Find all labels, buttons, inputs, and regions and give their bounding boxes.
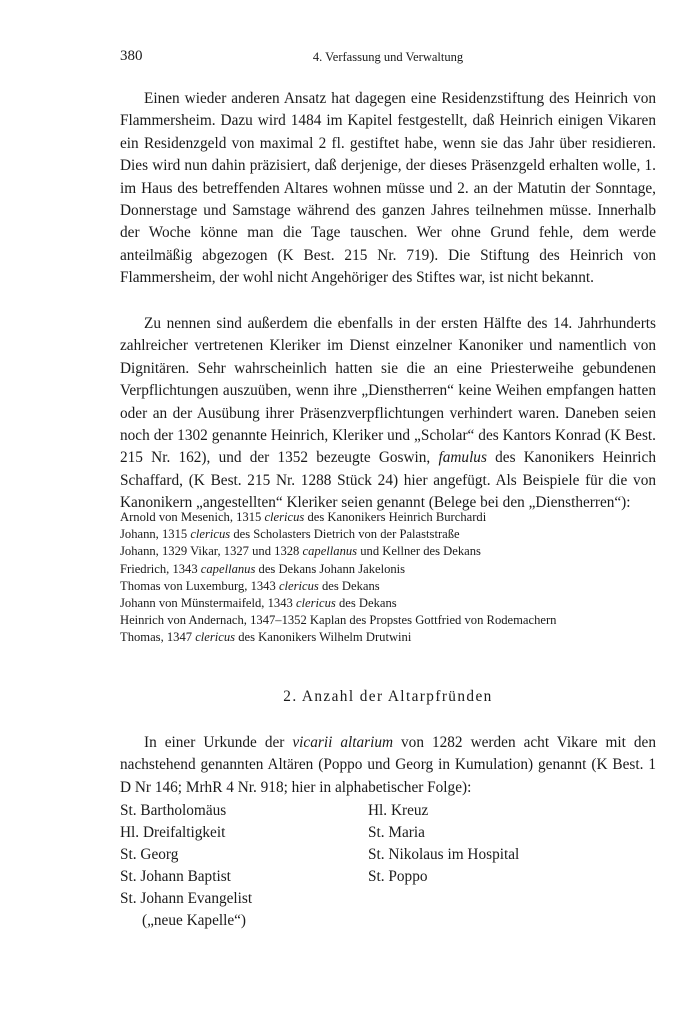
list-item [120, 629, 660, 646]
altar-item: St. Maria [368, 824, 425, 841]
page-number: 380 [120, 48, 143, 64]
text-segment: Johann, 1329 Vikar, 1327 und 1328 [120, 544, 303, 559]
italic-term: clericus [190, 527, 231, 542]
section-heading: 2. Anzahl der Altarpfründen [283, 688, 493, 705]
text-segment: des Dekans Johann Jakelonis [255, 561, 406, 576]
list-item [120, 509, 660, 526]
text-segment: des Dekans [318, 578, 380, 593]
text-segment: Einen wieder anderen Ansatz hat dagegen eine Residenzstiftung des Heinrich von Flammersheim. Dazu wird 1484 im Kapitel festgestellt, daß Heinrich einigen Vikaren ein Residenzgeld von maximal 2 fl. gestiftet habe, wenn sie das Jahr über residieren. Dies wird nun dahin präzisiert, daß derjenige, der dieses Präsenzgeld erhalten wolle, 1. im Haus des betreffenden Altares wohnen müsse und 2. an der Matutin der Sonntage, Donnerstage und Samstage während des ganzen Jahres teilnehmen müsse. Innerhalb der Woche könne man die Tage tauschen. Wer ohne Grund fehle, dem werde anteilmäßig abgezogen (K Best. 215 Nr. 719). Die Stiftung des Heinrich von Flammersheim, der wohl nicht Angehöriger des Stiftes war, ist nicht bekannt. [120, 90, 656, 287]
altar-item: Hl. Kreuz [368, 802, 429, 819]
italic-term: clericus [278, 578, 319, 593]
altar-item: St. Johann Baptist [120, 868, 231, 885]
text-segment: des Kanonikers Wilhelm Drutwini [235, 630, 412, 645]
list-item [120, 578, 660, 595]
text-segment: Johann, 1315 [120, 527, 191, 542]
altar-item: Hl. Dreifaltigkeit [120, 824, 226, 841]
text-segment: Thomas von Luxemburg, 1343 [120, 578, 279, 593]
page-header [120, 48, 656, 68]
text-segment: und Kellner des Dekans [357, 544, 481, 559]
text-segment: von 1282 werden acht Vikare mit den nachstehend genannten Altären (Poppo und Georg in Kumulation) genannt (K Best. 1 D Nr 146; MrhR 4 Nr. 918; hier in alphabetischer Folge): [120, 734, 656, 796]
altar-column-left [120, 800, 252, 932]
text-segment: Thomas, 1347 [120, 630, 196, 645]
paragraph-text [120, 313, 656, 515]
altar-item: St. Poppo [368, 868, 428, 885]
italic-term: capellanus [200, 561, 256, 576]
list-item [120, 543, 660, 560]
text-segment: des Scholasters Dietrich von der Palaststraße [230, 527, 460, 542]
text-segment: des Dekans [335, 596, 397, 611]
italic-term: clericus [195, 630, 236, 645]
running-title: 4. Verfassung und Verwaltung [312, 50, 464, 64]
italic-term: clericus [264, 510, 305, 524]
text-segment: Zu nennen sind außerdem die ebenfalls in der ersten Hälfte des 14. Jahrhunderts zahlreicher vertretenen Kleriker im Dienst einzelner Kanoniker und namentlich von Dignitären. Sehr wahrscheinlich hatten sie die an eine Priesterweihe gebundenen Verpflichtungen auszuüben, wenn ihre „Dienstherren“ keine Weihen empfangen hatten oder an der Ausübung ihrer Präsenzverpflichtungen verhindert waren. Daneben seien noch der 1302 genannte Heinrich, Kleriker und „Scholar“ des Kantors Konrad (K Best. 215 Nr. 162), und der 1352 bezeugte Goswin, [120, 315, 656, 467]
list-item [120, 526, 660, 543]
altar-item: St. Bartholomäus [120, 802, 227, 819]
list-item [120, 595, 660, 612]
altar-column-right [368, 800, 519, 888]
text-segment: Heinrich von Andernach, 1347–1352 Kaplan des Propstes Gottfried von Rodemachern [120, 613, 557, 628]
paragraph-text [120, 732, 656, 799]
paragraph-kleriker [120, 313, 656, 515]
text-segment: des Kanonikers Heinrich Burchardi [304, 510, 487, 524]
altar-item: („neue Kapelle“) [142, 912, 247, 929]
italic-term: clericus [295, 596, 336, 611]
altar-item: St. Nikolaus im Hospital [368, 846, 520, 863]
text-segment: Arnold von Mesenich, 1315 [120, 510, 265, 524]
text-segment: des Kanonikers Heinrich Schaffard, (K Best. 215 Nr. 1288 Stück 24) hier angefügt. Als Beispiele für die von Kanonikern „angestellten“ Kleriker seien genannt (Belege bei den „Dienstherren“): [120, 449, 656, 512]
italic-term: vicarii altarium [292, 734, 394, 751]
altar-item: St. Johann Evangelist [120, 890, 253, 907]
list-item [120, 561, 660, 578]
paragraph-residenzstiftung [120, 88, 656, 290]
paragraph-urkunde [120, 732, 656, 799]
italic-term: capellanus [302, 544, 358, 559]
list-item [120, 612, 660, 629]
italic-term: famulus [438, 449, 487, 467]
text-segment: Johann von Münstermaifeld, 1343 [120, 596, 296, 611]
paragraph-text [120, 88, 656, 290]
cleric-list [120, 509, 660, 647]
altar-item: St. Georg [120, 846, 179, 863]
text-segment: In einer Urkunde der [144, 734, 293, 751]
text-segment: Friedrich, 1343 [120, 561, 201, 576]
